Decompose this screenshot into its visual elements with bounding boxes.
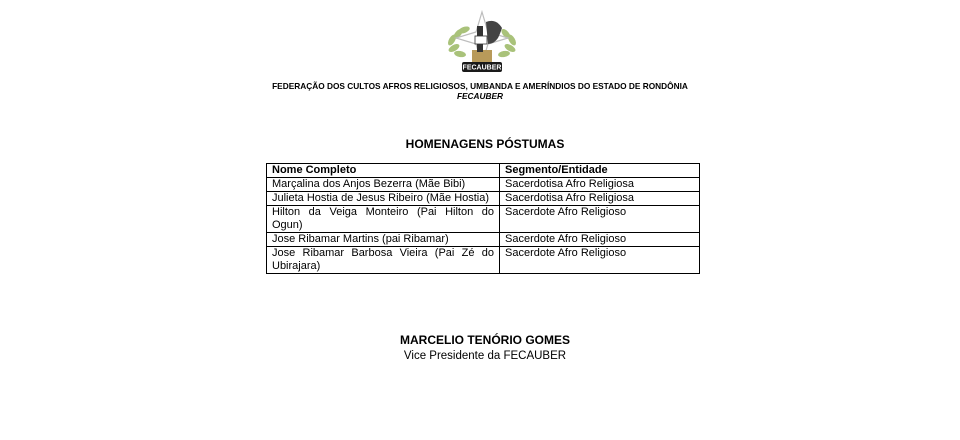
fecauber-logo [444,8,520,76]
table-header-row [267,164,700,178]
organization-header [0,81,960,101]
table-row [267,178,700,192]
document-title: HOMENAGENS PÓSTUMAS [405,137,565,151]
column-header-name: Nome Completo [267,164,500,178]
cell-segment: Sacerdotisa Afro Religiosa [500,178,700,192]
table-row [267,192,700,206]
signatory-role: Vice Presidente da FECAUBER [403,350,567,362]
logo-text: FECAUBER [462,64,502,72]
cell-segment: Sacerdote Afro Religioso [500,247,700,274]
cell-name: Julieta Hostia de Jesus Ribeiro (Mãe Hostia) [267,192,500,206]
wheat-right-icon [498,27,518,58]
cell-segment: Sacerdotisa Afro Religiosa [500,192,700,206]
cell-name: Marçalina dos Anjos Bezerra (Mãe Bibi) [267,178,500,192]
cell-name: Jose Ribamar Martins (pai Ribamar) [267,233,500,247]
cell-name: Jose Ribamar Barbosa Vieira (Pai Zé do Ubirajara) [267,247,500,274]
column-header-segment: Segmento/Entidade [500,164,700,178]
signatory-name: MARCELIO TENÓRIO GOMES [399,333,570,347]
honors-table [266,163,700,274]
cell-segment: Sacerdote Afro Religioso [500,206,700,233]
organization-acronym: FECAUBER [456,91,504,101]
table-row [267,233,700,247]
cell-segment: Sacerdote Afro Religioso [500,233,700,247]
organization-name: FEDERAÇÃO DOS CULTOS AFROS RELIGIOSOS, UMBANDA E AMERÍNDIOS DO ESTADO DE RONDÔNIA [272,81,688,91]
table-row [267,206,700,233]
cell-name: Hilton da Veiga Monteiro (Pai Hilton do Ogun) [267,206,500,233]
table-row [267,247,700,274]
signature-block [0,332,960,364]
